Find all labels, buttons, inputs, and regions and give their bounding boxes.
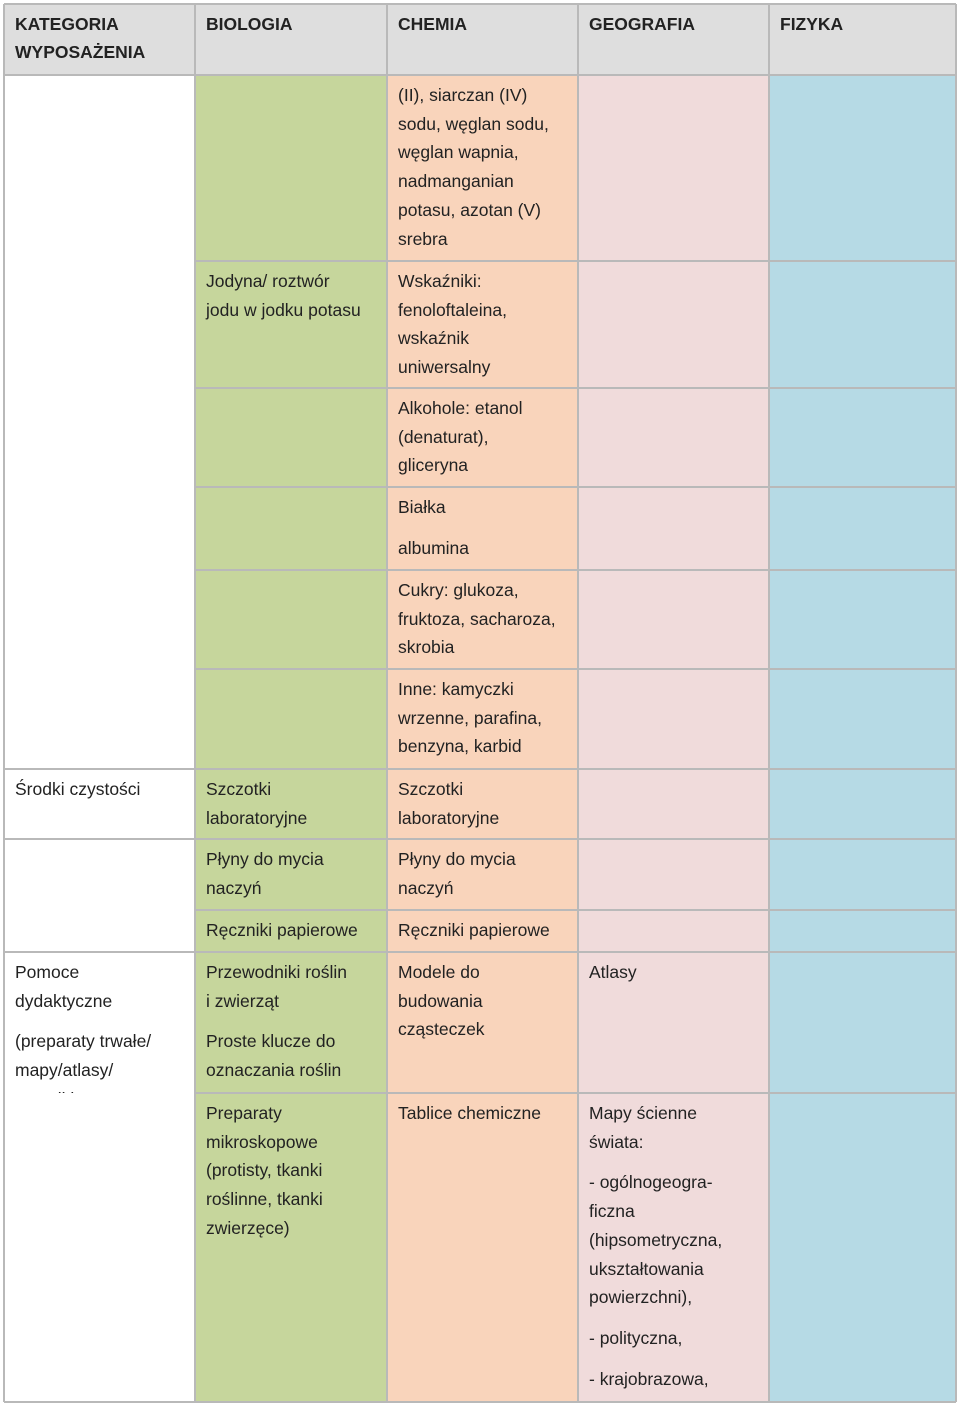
cell-geografia xyxy=(578,487,769,570)
header-biologia: BIOLOGIA xyxy=(195,4,387,75)
cell-geografia xyxy=(578,952,769,1093)
cell-text: Cukry: glukoza, fruktoza, sacharoza, skrobia xyxy=(398,580,556,658)
cell-text: Jodyna/ roztwór jodu w jodku potasu xyxy=(206,271,361,320)
cell-text: Modele do budowania cząsteczek xyxy=(398,962,485,1040)
cell-category xyxy=(4,570,195,669)
cell-fizyka xyxy=(769,669,956,769)
cell-text: Alkohole: etanol (denaturat), gliceryna xyxy=(398,398,523,476)
cell-fizyka xyxy=(769,839,956,910)
cell-category xyxy=(4,75,195,261)
cell-fizyka xyxy=(769,388,956,487)
cell-text: Ręczniki papierowe xyxy=(398,920,550,940)
cell-category xyxy=(4,952,195,1093)
cell-text: Mapy ścienne świata: xyxy=(589,1103,697,1152)
cell-category xyxy=(4,839,195,910)
cell-text: - polityczna, xyxy=(589,1327,683,1348)
cell-category xyxy=(4,388,195,487)
grid-line-vertical xyxy=(386,4,388,1402)
cell-geografia xyxy=(578,261,769,388)
cell-biologia xyxy=(195,261,387,388)
cell-fizyka xyxy=(769,1093,956,1402)
grid-line-horizontal xyxy=(195,486,956,488)
cell-biologia xyxy=(195,1093,387,1402)
cell-category xyxy=(4,487,195,570)
cell-biologia xyxy=(195,388,387,487)
cell-text: Szczotki laboratoryjne xyxy=(206,779,308,828)
cell-geografia xyxy=(578,1093,769,1402)
cell-text: Ręczniki papierowe xyxy=(206,920,358,940)
cell-biologia xyxy=(195,75,387,261)
grid-line-horizontal xyxy=(4,838,956,840)
cell-text: Pomoce dydaktyczne xyxy=(15,962,113,1011)
cell-geografia xyxy=(578,910,769,952)
cell-chemia xyxy=(387,910,578,952)
cell-fizyka xyxy=(769,261,956,388)
grid-line-horizontal xyxy=(195,909,956,911)
cell-text: Inne: kamyczki wrzenne, parafina, benzyna, karbid xyxy=(398,679,542,757)
cell-chemia xyxy=(387,388,578,487)
cell-text: Środki czystości xyxy=(15,779,141,799)
cell-geografia xyxy=(578,388,769,487)
grid-line-horizontal xyxy=(195,1092,956,1094)
cell-chemia xyxy=(387,570,578,669)
cell-text: albumina xyxy=(398,537,470,558)
cell-fizyka xyxy=(769,487,956,570)
cell-biologia xyxy=(195,570,387,669)
header-fizyka: FIZYKA xyxy=(769,4,956,75)
cell-text: - krajobrazowa, xyxy=(589,1368,709,1389)
cell-biologia xyxy=(195,487,387,570)
grid-line-horizontal xyxy=(195,387,956,389)
cell-fizyka xyxy=(769,570,956,669)
cell-chemia xyxy=(387,952,578,1093)
cell-text: Proste klucze do oznaczania roślin xyxy=(206,1031,342,1081)
header-geografia: GEOGRAFIA xyxy=(578,4,769,75)
grid-line-horizontal xyxy=(4,3,956,5)
cell-geografia xyxy=(578,839,769,910)
cell-text: Przewodniki roślin i zwierząt xyxy=(206,962,348,1011)
cell-text: Płyny do mycia naczyń xyxy=(398,849,516,898)
grid-line-vertical xyxy=(955,4,957,1402)
cell-text: Tablice chemiczne xyxy=(398,1103,541,1123)
header-chemia: CHEMIA xyxy=(387,4,578,75)
cell-fizyka xyxy=(769,952,956,1093)
cell-text: Atlasy xyxy=(589,962,637,982)
cell-geografia xyxy=(578,769,769,839)
cell-text: Preparaty mikroskopowe (protisty, tkanki roślinne, tkanki zwierzęce) xyxy=(206,1103,323,1238)
cell-category xyxy=(4,261,195,388)
grid-line-horizontal xyxy=(4,951,956,953)
cell-geografia xyxy=(578,669,769,769)
cell-chemia xyxy=(387,487,578,570)
cell-text: Wskaźniki: fenoloftaleina, wskaźnik uniwersalny xyxy=(398,271,507,378)
cell-chemia xyxy=(387,769,578,839)
cell-category xyxy=(4,910,195,952)
cell-category xyxy=(4,769,195,839)
cell-chemia xyxy=(387,75,578,261)
cell-chemia xyxy=(387,261,578,388)
cell-biologia xyxy=(195,839,387,910)
grid-line-vertical xyxy=(3,4,5,1402)
cell-biologia xyxy=(195,952,387,1093)
cell-fizyka xyxy=(769,769,956,839)
cell-chemia xyxy=(387,1093,578,1402)
cell-text: Płyny do mycia naczyń xyxy=(206,849,324,898)
cell-geografia xyxy=(578,75,769,261)
cell-category xyxy=(4,1093,195,1402)
cell-biologia xyxy=(195,910,387,952)
cell-fizyka xyxy=(769,75,956,261)
cell-text: Szczotki laboratoryjne xyxy=(398,779,500,828)
cell-biologia xyxy=(195,769,387,839)
cell-category xyxy=(4,669,195,769)
cell-chemia xyxy=(387,839,578,910)
header-category: KATEGORIA WYPOSAŻENIA xyxy=(4,4,195,75)
cell-text: (preparaty trwałe/ mapy/atlasy/ xyxy=(15,1031,152,1081)
grid-line-vertical xyxy=(768,4,770,1402)
grid-line-vertical xyxy=(577,4,579,1402)
cell-text: (II), siarczan (IV) sodu, węglan sodu, węglan wapnia, nadmanganian potasu, azotan (V) srebra xyxy=(398,85,549,249)
grid-line-horizontal xyxy=(195,260,956,262)
cell-text: - ogólnogeogra- ficzna (hipsometryczna, ukształtowania powierzchni), xyxy=(589,1172,723,1308)
grid-line-horizontal xyxy=(4,768,956,770)
cell-text: Białka xyxy=(398,497,446,517)
grid-line-horizontal xyxy=(4,74,956,76)
cell-fizyka xyxy=(769,910,956,952)
cell-chemia xyxy=(387,669,578,769)
grid-line-horizontal xyxy=(195,569,956,571)
cell-biologia xyxy=(195,669,387,769)
grid-line-horizontal xyxy=(195,668,956,670)
grid-line-vertical xyxy=(194,4,196,1402)
cell-geografia xyxy=(578,570,769,669)
grid-line-horizontal xyxy=(4,1401,956,1403)
